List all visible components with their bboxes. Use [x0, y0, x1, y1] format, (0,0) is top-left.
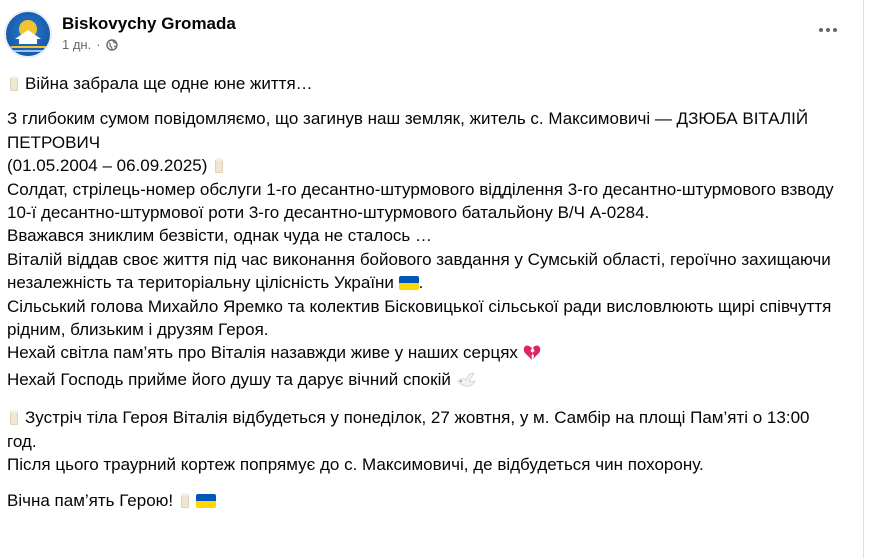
post-line-memory: Нехай світла пам’ять про Віталія назавжди живе у наших серцях [7, 341, 837, 367]
post-line-dates: (01.05.2004 – 06.09.2025) [7, 154, 837, 177]
post-line-meeting: Зустріч тіла Героя Віталія відбудеться у понеділок, 27 жовтня, у м. Самбір на площі Пам’яті о 13:00 год. [7, 408, 810, 451]
post-body [7, 72, 837, 512]
candle-icon [212, 157, 226, 173]
candle-icon [7, 409, 21, 425]
post-line-missing: Вважався зниклим безвісти, однак чуда не сталось … [7, 226, 432, 246]
globe-icon[interactable] [106, 39, 118, 51]
post-line-rank: Солдат, стрілець-номер обслуги 1-го десантно-штурмового відділення 3-го десантно-штурмового взводу 10-ї десантно-штурмової роти 3-го десантно-штурмового батальйону В/Ч А-0284. [7, 179, 834, 223]
dove-icon [456, 371, 476, 394]
page-name-link[interactable]: Biskovychy Gromada [62, 14, 236, 33]
ukraine-flag-icon [196, 494, 216, 508]
post-line-funeral: Після цього траурний кортеж попрямує до с. Максимовичі, де відбудеться чин похорону. [7, 455, 704, 475]
broken-heart-icon [523, 344, 541, 367]
post-line-closing: Вічна пам’ять Герою! [7, 489, 837, 512]
post-line-condolences: Сільський голова Михайло Яремко та колектив Бісковицької сільської ради висловлюють щирі співчуття рідним, близьким і друзям Героя. [7, 296, 832, 340]
post-timestamp[interactable]: 1 дн. [62, 37, 92, 52]
post-line-sacrifice: Віталій віддав своє життя під час виконання бойового завдання у Сумській області, героїчно захищаючи незалежність та територіальну цілісність України . [7, 249, 831, 293]
candle-icon [7, 75, 21, 91]
page-avatar[interactable] [4, 10, 52, 58]
post-header [4, 10, 236, 62]
candle-icon [178, 492, 192, 508]
post-line-peace: Нехай Господь прийме його душу та дарує вічний спокій [7, 368, 837, 394]
post-meta [62, 10, 236, 52]
post-line-intro: Війна забрала ще одне юне життя… [7, 72, 837, 95]
post-line-announcement: З глибоким сумом повідомляємо, що загинув наш земляк, житель с. Максимовичі — ДЗЮБА ВІТАЛІЙ ПЕТРОВИЧ [7, 109, 809, 152]
separator-dot: · [96, 37, 101, 52]
more-options-icon[interactable] [815, 20, 841, 40]
ukraine-flag-icon [399, 276, 419, 290]
post-subline [62, 37, 236, 52]
